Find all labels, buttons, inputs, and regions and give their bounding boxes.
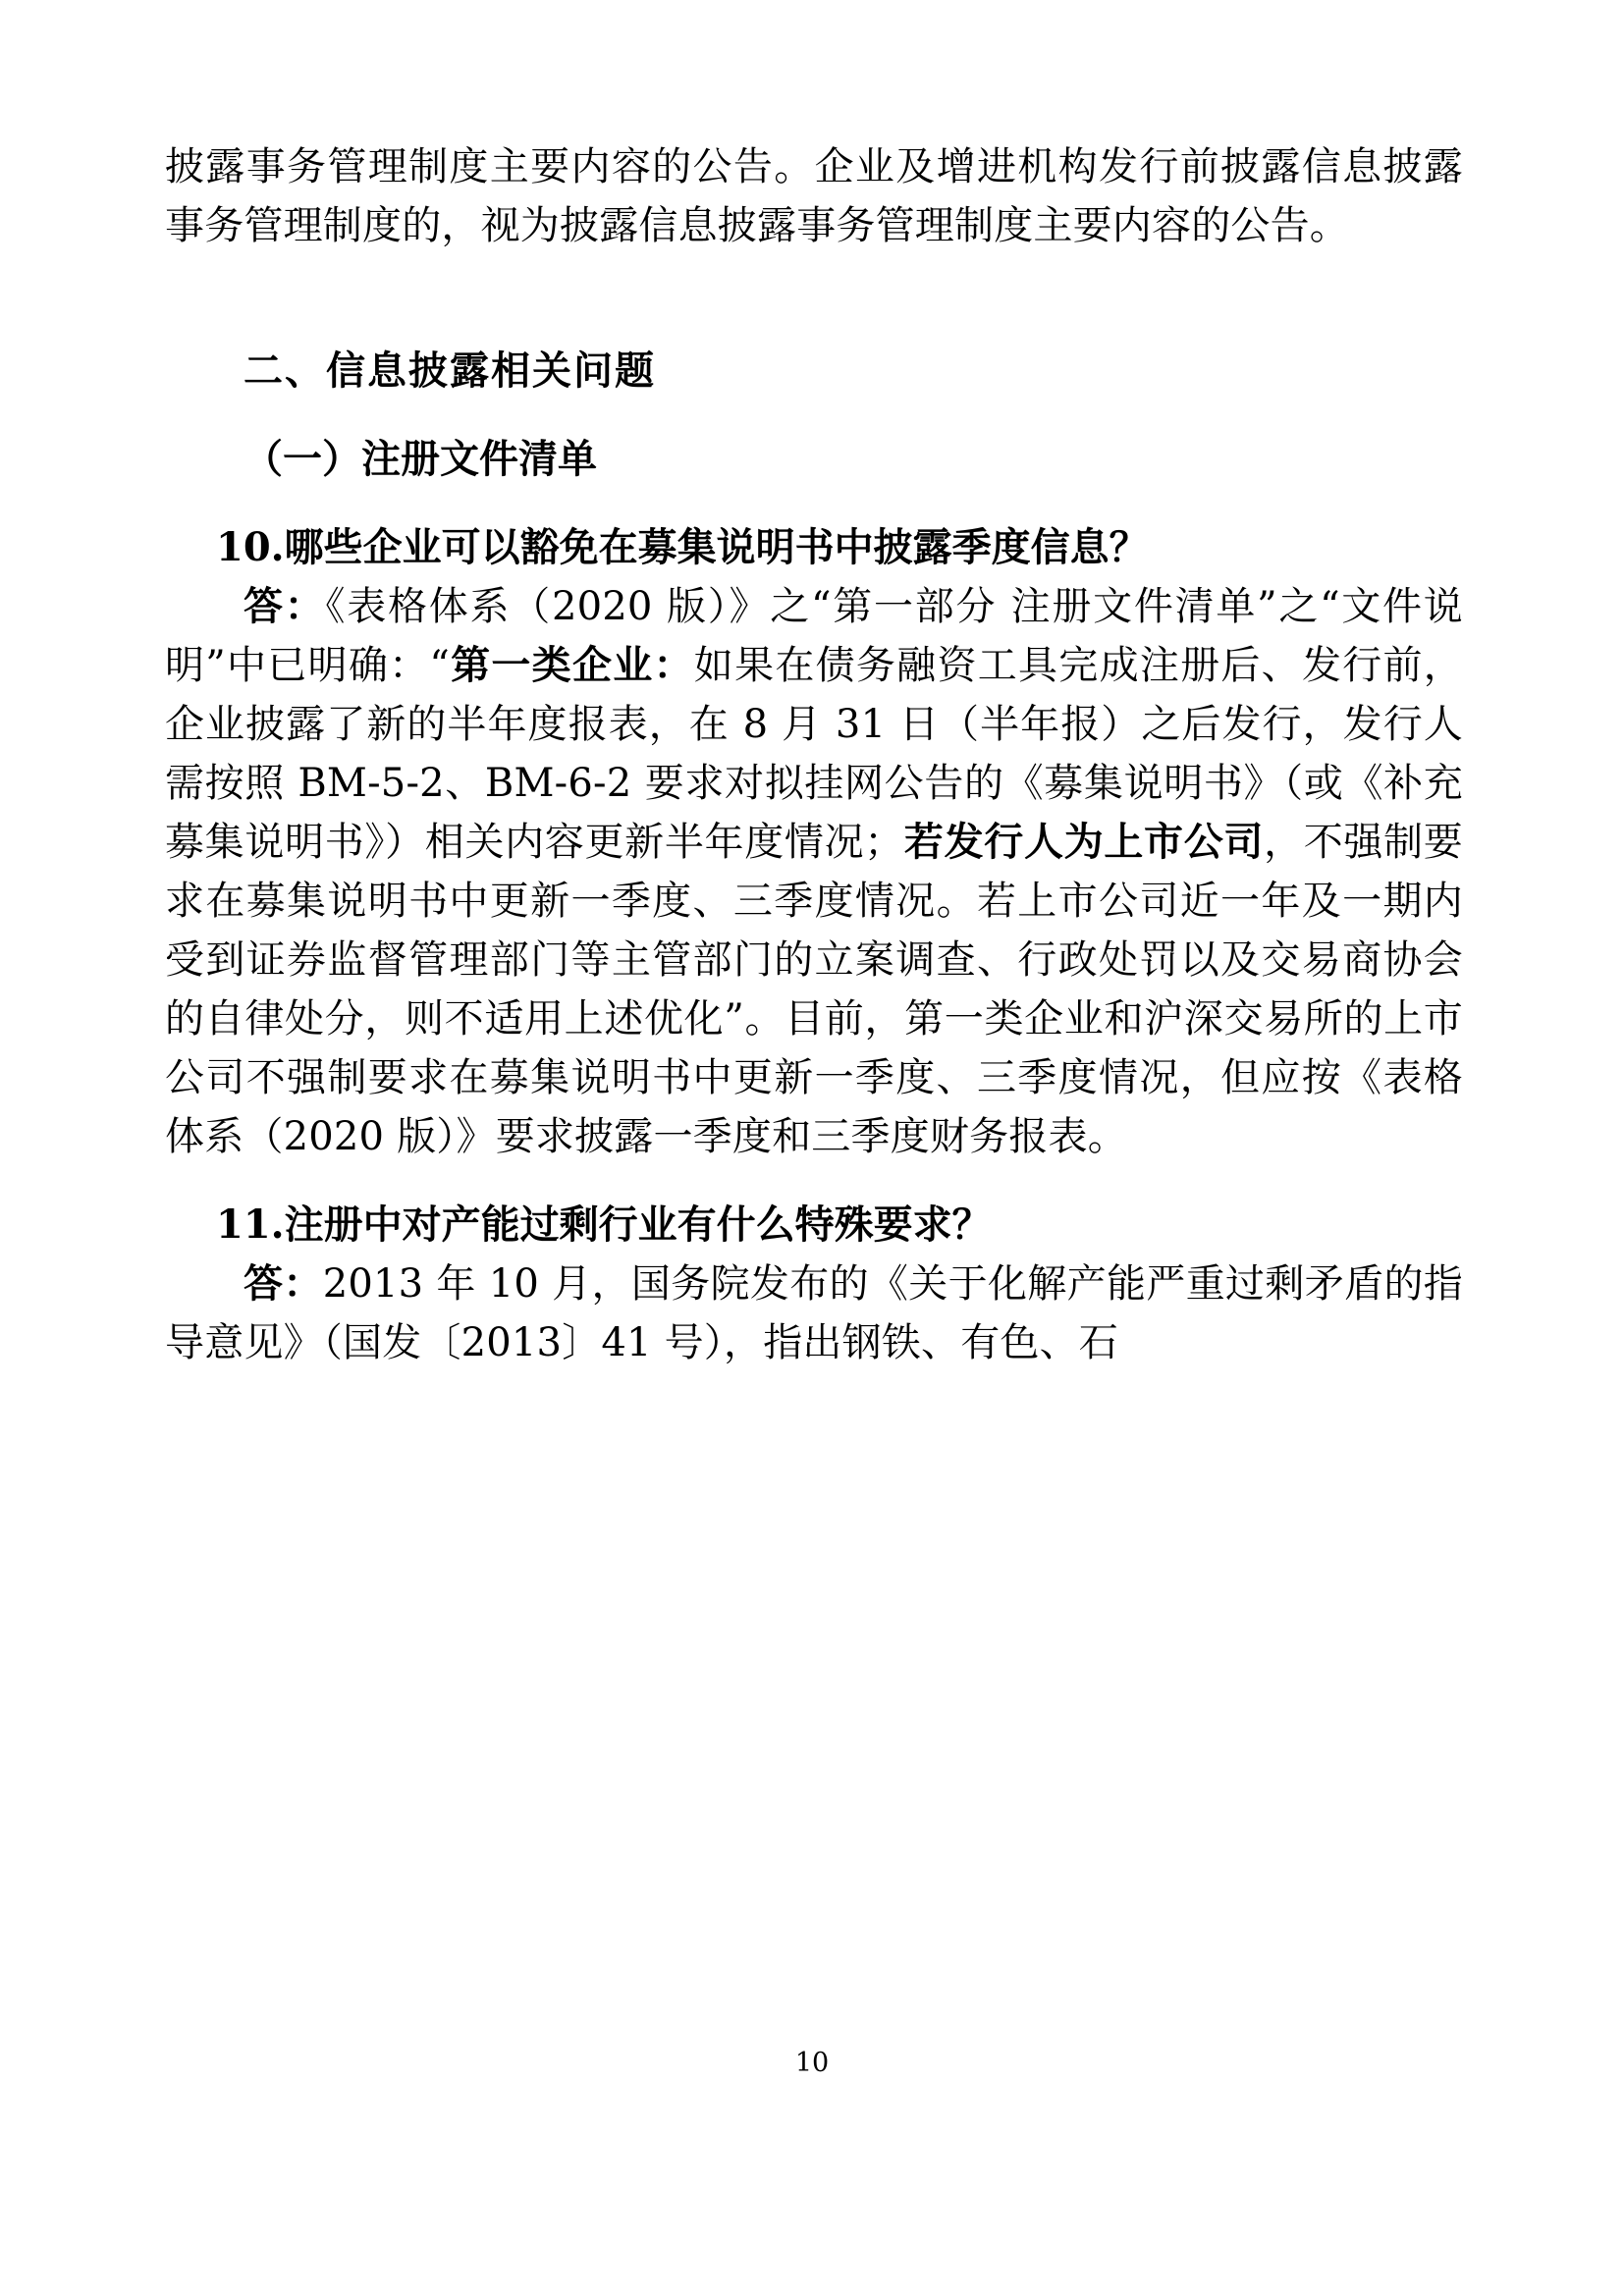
spacer-after-intro	[165, 255, 1463, 342]
intro-paragraph: 披露事务管理制度主要内容的公告。企业及增进机构发行前披露信息披露事务管理制度的，视为披露信息披露事务管理制度主要内容的公告。	[165, 144, 1463, 248]
answer-10-paragraph	[165, 577, 1463, 1166]
page-number: 10	[794, 2048, 830, 2078]
question-11-text: 注册中对产能过剩行业有什么特殊要求？	[284, 1201, 992, 1248]
text-column	[165, 137, 1463, 1372]
subsection-heading: （一）注册文件清单	[244, 436, 597, 482]
spacer-before-question-11	[165, 1166, 1463, 1196]
question-10-number: 10.	[216, 524, 285, 570]
answer-11-body: 2013 年 10 月，国务院发布的《关于化解产能严重过剩矛盾的指导意见》（国发〔2013〕41 号），指出钢铁、有色、石	[165, 1261, 1463, 1365]
answer-10-label: 答：	[244, 583, 326, 629]
answer-10-body: 《表格体系（2020 版）》之“第一部分 注册文件清单”之“文件说明”中已明确：“第一类企业：如果在债务融资工具完成注册后、发行前，企业披露了新的半年度报表，在 8 月 31 日（半年报）之后发行，发行人需按照 BM-5-2、BM-6-2 要求对拟挂网公告的《募集说明书》（或《补充募集说明书》）相关内容更新半年度情况；若发行人为上市公司，不强制要求在募集说明书中更新一季度、三季度情况。若上市公司近一年及一期内受到证券监督管理部门等主管部门的立案调查、行政处罚以及交易商协会的自律处分，则不适用上述优化”。目前，第一类企业和沪深交易所的上市公司不强制要求在募集说明书中更新一季度、三季度情况，但应按《表格体系（2020 版）》要求披露一季度和三季度财务报表。	[165, 584, 1463, 1159]
answer-11-paragraph	[165, 1255, 1463, 1372]
question-11-title	[165, 1196, 1463, 1255]
question-10-title	[165, 518, 1463, 577]
spacer-before-question-10	[165, 489, 1463, 518]
spacer-before-subsection	[165, 400, 1463, 430]
section-heading: 二、信息披露相关问题	[244, 347, 656, 394]
answer-11-label: 答：	[244, 1260, 323, 1307]
question-10-text: 哪些企业可以豁免在募集说明书中披露季度信息？	[284, 524, 1149, 570]
question-11-number: 11.	[216, 1201, 285, 1248]
